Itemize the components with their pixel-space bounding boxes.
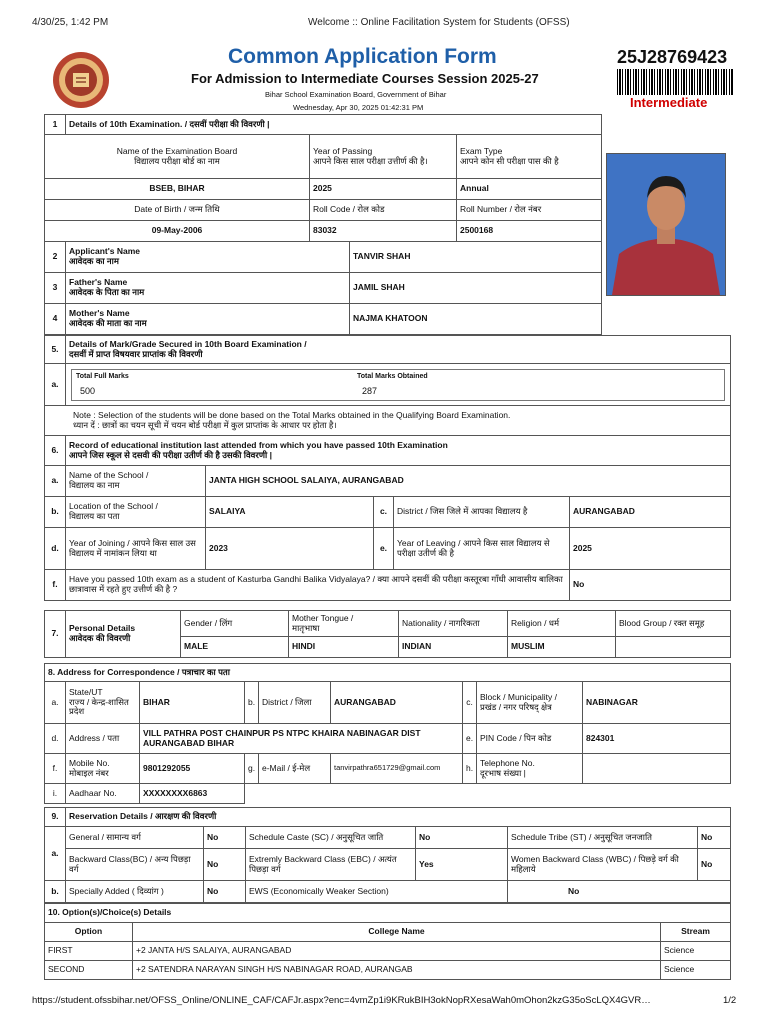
state-value: BIHAR: [140, 682, 245, 724]
sub-label: e.: [463, 724, 477, 754]
board-value: BSEB, BIHAR: [45, 179, 310, 200]
section-10th-exam: [44, 114, 602, 242]
school-name-value: JANTA HIGH SCHOOL SALAIYA, AURANGABAD: [206, 466, 731, 497]
specially-added-label: Specially Added ( दिव्यांग ): [66, 881, 204, 903]
board-name: Bihar School Examination Board, Government of Bihar: [265, 90, 447, 99]
section-title: Personal Details आवेदक की विवरणी: [66, 611, 181, 658]
block-label: Block / Municipality / प्रखंड / नगर परिषद् क्षेत्र: [477, 682, 583, 724]
form-subtitle: For Admission to Intermediate Courses Session 2025-27: [191, 71, 539, 86]
section-school-record: [44, 435, 731, 601]
barcode-icon: [617, 69, 733, 95]
blood-group-label: Blood Group / रक्त समूह: [616, 611, 731, 637]
section-title: 8. Address for Correspondence / पत्राचार का पता: [45, 664, 731, 682]
bseb-logo-seal-icon: [52, 51, 110, 109]
section-number: 4: [45, 304, 66, 335]
pin-label: PIN Code / पिन कोड: [477, 724, 583, 754]
sub-label: b.: [45, 881, 66, 903]
sub-label: a.: [45, 827, 66, 881]
nationality-value: INDIAN: [399, 637, 508, 658]
college-cell: +2 JANTA H/S SALAIYA, AURANGABAD: [133, 942, 661, 961]
roll-code-label: Roll Code / रोल कोड: [310, 200, 457, 221]
school-location-label: Location of the School / विद्यालय का पता: [66, 497, 206, 528]
specially-added-value: No: [204, 881, 246, 903]
father-name-label: Father's Name आवेदक के पिता का नाम: [66, 273, 350, 304]
nationality-label: Nationality / नागरिकता: [399, 611, 508, 637]
form-date: Wednesday, Apr 30, 2025 01:42:31 PM: [293, 103, 424, 112]
board-label: Name of the Examination Board विद्यालय परीक्षा बोर्ड का नाम: [45, 135, 310, 179]
section-title: 10. Option(s)/Choice(s) Details: [45, 904, 731, 923]
school-district-label: District / जिस जिले में आपका विद्यालय है: [394, 497, 570, 528]
form-title: Common Application Form: [228, 45, 497, 68]
religion-label: Religion / धर्म: [508, 611, 616, 637]
sub-label: g.: [245, 754, 259, 784]
marks-obtained-label: Total Marks Obtained: [357, 372, 428, 380]
ebc-value: Yes: [416, 849, 508, 881]
year-passing-label: Year of Passing आपने किस साल परीक्षा उत्तीर्ण की है।: [310, 135, 457, 179]
roll-number-label: Roll Number / रोल नंबर: [457, 200, 602, 221]
block-value: NABINAGAR: [583, 682, 731, 724]
leaving-year-label: Year of Leaving / आपने किस साल विद्यालय से परीक्षा उतीर्ण की है: [394, 528, 570, 570]
table-row: [45, 961, 731, 980]
roll-number-value: 2500168: [457, 221, 602, 242]
section-number: 3: [45, 273, 66, 304]
col-header-stream: Stream: [661, 923, 731, 942]
email-value: tanvirpathra651729@gmail.com: [331, 754, 463, 784]
email-label: e-Mail / ई-मेल: [259, 754, 331, 784]
col-header-college: College Name: [133, 923, 661, 942]
section-personal-details: [44, 610, 731, 658]
applicant-name-label: Applicant's Name आवेदक का नाम: [66, 242, 350, 273]
section-number: 7.: [45, 611, 66, 658]
section-marks: [44, 335, 731, 436]
mother-tongue-value: HINDI: [289, 637, 399, 658]
section-number: 9.: [45, 808, 66, 827]
sub-label: d.: [45, 528, 66, 570]
kgbv-label: Have you passed 10th exam as a student of Kasturba Gandhi Balika Vidyalaya? / क्या आपने दसवीं की परीक्षा कस्तूरबा गाँधी आवासीय बालिका छात्रावास में रहते हुए उत्तीर्ण की है ?: [66, 570, 570, 601]
stream-cell: Science: [661, 942, 731, 961]
applicant-photo: [606, 153, 726, 296]
religion-value: MUSLIM: [508, 637, 616, 658]
course-level: Intermediate: [630, 95, 708, 110]
blood-group-value: [616, 637, 731, 658]
state-label: State/UT राज्य / केन्द्र-शासित प्रदेश: [66, 682, 140, 724]
footer-url: https://student.ofssbihar.net/OFSS_Online/ONLINE_CAF/CAFJr.aspx?enc=4vmZp1i9KRukBIH3okNopRXesaWah0mOhon2kzG35oScLQX4GVR…: [32, 995, 651, 1006]
col-header-option: Option: [45, 923, 133, 942]
gender-value: MALE: [181, 637, 289, 658]
college-cell: +2 SATENDRA NARAYAN SINGH H/S NABINAGAR ROAD, AURANGAB: [133, 961, 661, 980]
section-title: Details of 10th Examination. / दसवीं परीक्षा की विवरणी |: [66, 115, 602, 135]
section-number: 5.: [45, 336, 66, 364]
sub-label: a.: [45, 682, 66, 724]
st-label: Schedule Tribe (ST) / अनुसूचित जनजाति: [508, 827, 698, 849]
dob-label: Date of Birth / जन्म तिथि: [45, 200, 310, 221]
mother-tongue-label: Mother Tongue / मातृभाषा: [289, 611, 399, 637]
print-page-title: Welcome :: Online Facilitation System for Students (OFSS): [308, 17, 570, 28]
sub-label: h.: [463, 754, 477, 784]
school-location-value: SALAIYA: [206, 497, 374, 528]
table-row: [45, 942, 731, 961]
joining-year-label: Year of Joining / आपने किस साल उस विद्यालय में नामांकन लिया था: [66, 528, 206, 570]
mother-name-label: Mother's Name आवेदक की माता का नाम: [66, 304, 350, 335]
sub-label: f.: [45, 570, 66, 601]
sub-label: a.: [45, 364, 66, 406]
sub-label: f.: [45, 754, 66, 784]
exam-type-label: Exam Type आपने कोन सी परीक्षा पास की है: [457, 135, 602, 179]
section-number: 6.: [45, 436, 66, 466]
applicant-name-value: TANVIR SHAH: [350, 242, 602, 273]
stream-cell: Science: [661, 961, 731, 980]
wbc-label: Women Backward Class (WBC) / पिछड़े वर्ग की महिलाये: [508, 849, 698, 881]
total-full-value: 500: [80, 385, 96, 396]
option-cell: FIRST: [45, 942, 133, 961]
sc-value: No: [416, 827, 508, 849]
bc-value: No: [204, 849, 246, 881]
wbc-value: No: [698, 849, 731, 881]
st-value: No: [698, 827, 731, 849]
ews-value: No: [508, 881, 731, 903]
kgbv-value: No: [570, 570, 731, 601]
mother-name-value: NAJMA KHATOON: [350, 304, 602, 335]
selection-note: Note : Selection of the students will be done based on the Total Marks obtained in the Qualifying Board Examination. ध्यान दें : छात्रों का चयन सूची में चयन बोर्ड परीक्षा में कुल प्राप्तांक के आधार पर होता है।: [45, 406, 731, 436]
address-value: VILL PATHRA POST CHAINPUR PS NTPC KHAIRA NABINAGAR DIST AURANGABAD BIHAR: [140, 724, 463, 754]
section-options: [44, 903, 731, 980]
footer-page-number: 1/2: [723, 995, 737, 1006]
sc-label: Schedule Caste (SC) / अनुसूचित जाति: [246, 827, 416, 849]
option-cell: SECOND: [45, 961, 133, 980]
sub-label: b.: [45, 497, 66, 528]
bc-label: Backward Class(BC) / अन्य पिछड़ा वर्ग: [66, 849, 204, 881]
marks-obtained-value: 287: [362, 385, 378, 396]
section-reservation: [44, 807, 731, 903]
joining-year-value: 2023: [206, 528, 374, 570]
school-district-value: AURANGABAD: [570, 497, 731, 528]
ews-label: EWS (Economically Weaker Section): [246, 881, 508, 903]
general-value: No: [204, 827, 246, 849]
school-name-label: Name of the School / विद्यालय का नाम: [66, 466, 206, 497]
aadhaar-value: XXXXXXXX6863: [140, 784, 245, 804]
aadhaar-label: Aadhaar No.: [66, 784, 140, 804]
print-datetime: 4/30/25, 1:42 PM: [32, 17, 109, 28]
sub-label: i.: [45, 784, 66, 804]
sub-label: a.: [45, 466, 66, 497]
mobile-value: 9801292055: [140, 754, 245, 784]
section-number: 2: [45, 242, 66, 273]
section-title: Details of Mark/Grade Secured in 10th Board Examination / दसवीं में प्राप्त विषयवार प्राप्तांक की विवरणी: [66, 336, 731, 364]
gender-label: Gender / लिंग: [181, 611, 289, 637]
sub-label: c.: [374, 497, 394, 528]
section-title: Record of educational institution last attended from which you have passed 10th Examination आपने जिस स्कूल से दसवी की परीक्षा उतीर्ण की है उसकी विवरणी |: [66, 436, 731, 466]
address-label: Address / पता: [66, 724, 140, 754]
general-label: General / सामान्य वर्ग: [66, 827, 204, 849]
mobile-label: Mobile No. मोबाइल नंबर: [66, 754, 140, 784]
year-passing-value: 2025: [310, 179, 457, 200]
section-names: [44, 241, 602, 335]
section-title: Reservation Details / आरक्षण की विवरणी: [66, 808, 731, 827]
dob-value: 09-May-2006: [45, 221, 310, 242]
application-id: 25J28769423: [617, 47, 728, 67]
sub-label: e.: [374, 528, 394, 570]
exam-type-value: Annual: [457, 179, 602, 200]
total-full-label: Total Full Marks: [76, 372, 129, 380]
section-address: [44, 663, 731, 804]
pin-value: 824301: [583, 724, 731, 754]
ebc-label: Extremly Backward Class (EBC) / अत्यंत पिछड़ा वर्ग: [246, 849, 416, 881]
telephone-label: Telephone No. दूरभाष संख्या |: [477, 754, 583, 784]
section-number: 1: [45, 115, 66, 135]
roll-code-value: 83032: [310, 221, 457, 242]
leaving-year-value: 2025: [570, 528, 731, 570]
father-name-value: JAMIL SHAH: [350, 273, 602, 304]
district-label: District / जिला: [259, 682, 331, 724]
district-value: AURANGABAD: [331, 682, 463, 724]
telephone-value: [583, 754, 731, 784]
sub-label: b.: [245, 682, 259, 724]
sub-label: d.: [45, 724, 66, 754]
sub-label: c.: [463, 682, 477, 724]
